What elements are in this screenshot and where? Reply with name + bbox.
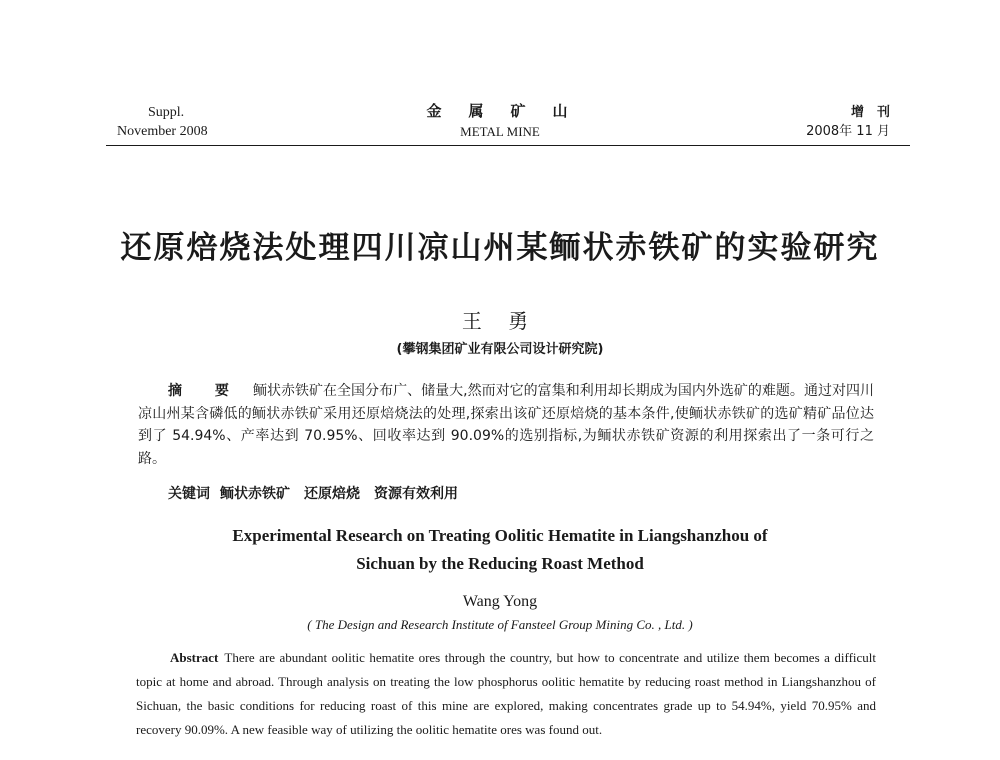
- abstract-cn: [138, 380, 874, 470]
- author-affiliation-cn: (攀钢集团矿业有限公司设计研究院): [396, 342, 604, 357]
- header-rule: [106, 145, 910, 146]
- header-date-cn: 2008年 11 月: [806, 124, 890, 139]
- keywords-cn: [168, 483, 458, 503]
- keywords-list-cn: 鲕状赤铁矿 还原焙烧 资源有效利用: [220, 486, 458, 502]
- paper-title-en-line1: Experimental Research on Treating Oolitic Hematite in Liangshanzhou of: [232, 526, 768, 545]
- author-affiliation-en: ( The Design and Research Institute of Fansteel Group Mining Co. , Ltd. ): [307, 617, 693, 632]
- journal-name-en: METAL MINE: [460, 124, 540, 139]
- journal-name-cn: 金 属 矿 山: [426, 102, 574, 120]
- abstract-en: [136, 646, 876, 742]
- abstract-text-cn: 鲕状赤铁矿在全国分布广、储量大,然而对它的富集和利用却长期成为国内外选矿的难题。通过对四川凉山州某含磷低的鲕状赤铁矿采用还原焙烧法的处理,探索出该矿还原焙烧的基本条件,使鲕状赤铁矿的选矿精矿品位达到了 54.94%、产率达到 70.95%、回收率达到 90.09%的选别指标,为鲕状赤铁矿资源的利用探索出了一条可行之路。: [138, 383, 875, 467]
- paper-title-en-line2: Sichuan by the Reducing Roast Method: [356, 554, 644, 573]
- header-supplement-label: Suppl.: [148, 105, 185, 120]
- abstract-label-en: Abstract: [170, 650, 219, 665]
- keywords-label-cn: 关键词: [168, 486, 210, 502]
- author-name-cn: 王 勇: [461, 309, 539, 333]
- header-issue-date: November 2008: [117, 124, 208, 139]
- author-name-en: Wang Yong: [462, 593, 538, 610]
- abstract-label-cn: 摘 要: [168, 383, 243, 399]
- paper-title-cn: 还原焙烧法处理四川凉山州某鲕状赤铁矿的实验研究: [120, 230, 880, 266]
- abstract-text-en: There are abundant oolitic hematite ores through the country, but how to concentrate and utilize them becomes a difficult topic at home and abroad. Through analysis on treating the low phosphorus oolitic hematite by reducing roast method in Liangshanzhou of Sichuan, the basic conditions for reducing roast of this mine are explored, making concentrates grade up to 54.94%, yield 70.95% and recovery 90.09%. A new feasible way of utilizing the oolitic hematite ores was found out.: [136, 650, 876, 737]
- header-supplement-cn: 增 刊: [850, 105, 890, 120]
